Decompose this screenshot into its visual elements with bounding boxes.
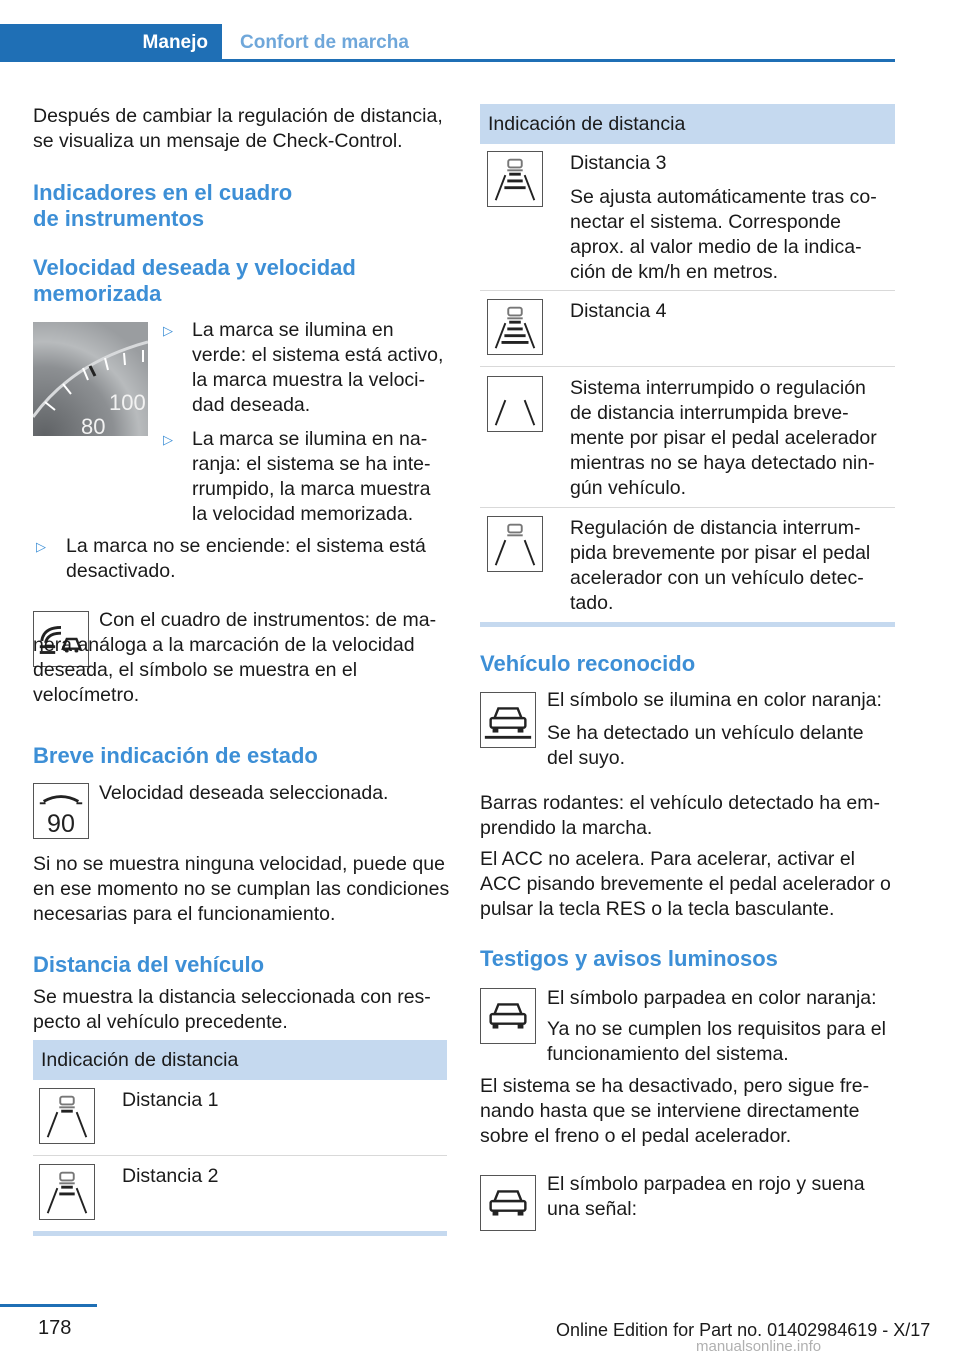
distance-3-title: Distancia 3 — [570, 152, 667, 174]
speed-bullet-1: La marca se ilumina en verde: el sistema está activo, la marca muestra la velocidad deseada. — [192, 319, 444, 416]
speed-90-icon — [33, 783, 89, 839]
edition-text: Online Edition for Part no. 01402984619 - X/17 — [556, 1320, 931, 1340]
bullet-triangle-icon: ▷ — [163, 323, 173, 338]
distance-2-icon — [39, 1164, 95, 1220]
vehicle-line-1: El símbolo se ilumina en color naranja: — [547, 689, 882, 711]
speed-90-value: 90 — [47, 810, 75, 838]
table-header: Indicación de distancia — [480, 104, 895, 144]
rolling-bars-text: Barras rodantes: el vehículo detectado ha emprendido la marcha. — [480, 792, 880, 839]
vehicle-line-2: Se ha detectado un vehículo delante del suyo. — [547, 722, 864, 769]
warning-1-line-2: Ya no se cumplen los requisitos para el funcionamiento del sistema. — [547, 1018, 886, 1065]
cluster-text: Con el cuadro de instrumentos: de manera análoga a la marcación de la velocidad deseada, el símbolo se muestra en el velocímetro. — [33, 609, 437, 706]
vehicle-detected-icon — [480, 692, 536, 748]
header-rule — [0, 59, 895, 62]
speed-bullet-3: La marca no se enciende: el sistema está desactivado. — [66, 535, 426, 582]
heading-speed: Velocidad deseada y velocidad memorizada — [33, 255, 356, 306]
tab-manejo[interactable]: Manejo — [0, 24, 222, 62]
distance-1-label: Distancia 1 — [122, 1089, 219, 1111]
table-end-bar — [33, 1231, 447, 1236]
distance-3-desc: Se ajusta automáticamente tras conectar el sistema. Corresponde aprox. al valor medio de la indicación de km/h en metros. — [570, 186, 877, 283]
speed-bullet-2: La marca se ilumina en naranja: el sistema se ha interrumpido, la marca muestra la velocidad memorizada. — [192, 428, 431, 525]
regulation-interrupted-icon — [487, 516, 543, 572]
table-header: Indicación de distancia — [33, 1040, 447, 1080]
heading-distance: Distancia del vehículo — [33, 952, 265, 977]
watermark: manualsonline.info — [696, 1338, 822, 1355]
distance-3-icon — [487, 151, 543, 207]
page-number: 178 — [38, 1317, 72, 1339]
regulation-interrupted-text: Regulación de distancia interrumpida brevemente por pisar el pedal acelerador con un vehículo detectado. — [570, 517, 871, 614]
distance-4-label: Distancia 4 — [570, 300, 667, 322]
bullet-triangle-icon: ▷ — [163, 432, 173, 447]
heading-vehicle: Vehículo reconocido — [480, 651, 696, 676]
row-separator — [480, 290, 895, 291]
table-end-bar — [480, 622, 895, 627]
row-separator — [480, 366, 895, 367]
warning-orange-icon — [480, 988, 536, 1044]
heading-warnings: Testigos y avisos luminosos — [480, 946, 778, 971]
warning-1-line-1: El símbolo parpadea en color naranja: — [547, 987, 877, 1009]
distance-1-icon — [39, 1088, 95, 1144]
footer-rule — [0, 1304, 97, 1307]
bullet-triangle-icon: ▷ — [36, 539, 46, 554]
distance-2-label: Distancia 2 — [122, 1165, 219, 1187]
heading-status: Breve indicación de estado — [33, 743, 318, 768]
acc-text: El ACC no acelera. Para acelerar, activar el ACC pisando brevemente el pedal acelerador o pulsar la tecla RES o la tecla basculante. — [480, 848, 891, 920]
status-text: Velocidad deseada seleccionada. — [99, 782, 389, 804]
heading-indicators: Indicadores en el cuadro de instrumentos — [33, 180, 293, 231]
row-separator — [480, 507, 895, 508]
no-speed-text: Si no se muestra ninguna velocidad, puede que en ese momento no se cumplan las condiciones necesarias para el funcionamiento. — [33, 853, 450, 925]
warning-2-line-1: El símbolo parpadea en rojo y suena una señal: — [547, 1173, 865, 1220]
distance-text: Se muestra la distancia seleccionada con respecto al vehículo precedente. — [33, 986, 431, 1033]
warning-text: El sistema se ha desactivado, pero sigue frenando hasta que se interviene directamente sobre el freno o el pedal acelerador. — [480, 1075, 870, 1147]
speedometer-image — [33, 322, 148, 436]
row-separator — [33, 1155, 447, 1156]
warning-red-icon — [480, 1175, 536, 1231]
gauge-label-80: 80 — [81, 414, 106, 436]
intro-text: Después de cambiar la regulación de distancia, se visualiza un mensaje de Check-Control. — [33, 105, 443, 152]
distance-4-icon — [487, 299, 543, 355]
system-interrupted-icon — [487, 376, 543, 432]
tab-confort-de-marcha[interactable]: Confort de marcha — [240, 32, 409, 53]
gauge-label-100: 100 — [109, 390, 146, 415]
system-interrupted-text: Sistema interrumpido o regulación de distancia interrumpida brevemente por pisar el pedal acelerador mientras no se haya detectado ningún vehículo. — [570, 377, 877, 499]
